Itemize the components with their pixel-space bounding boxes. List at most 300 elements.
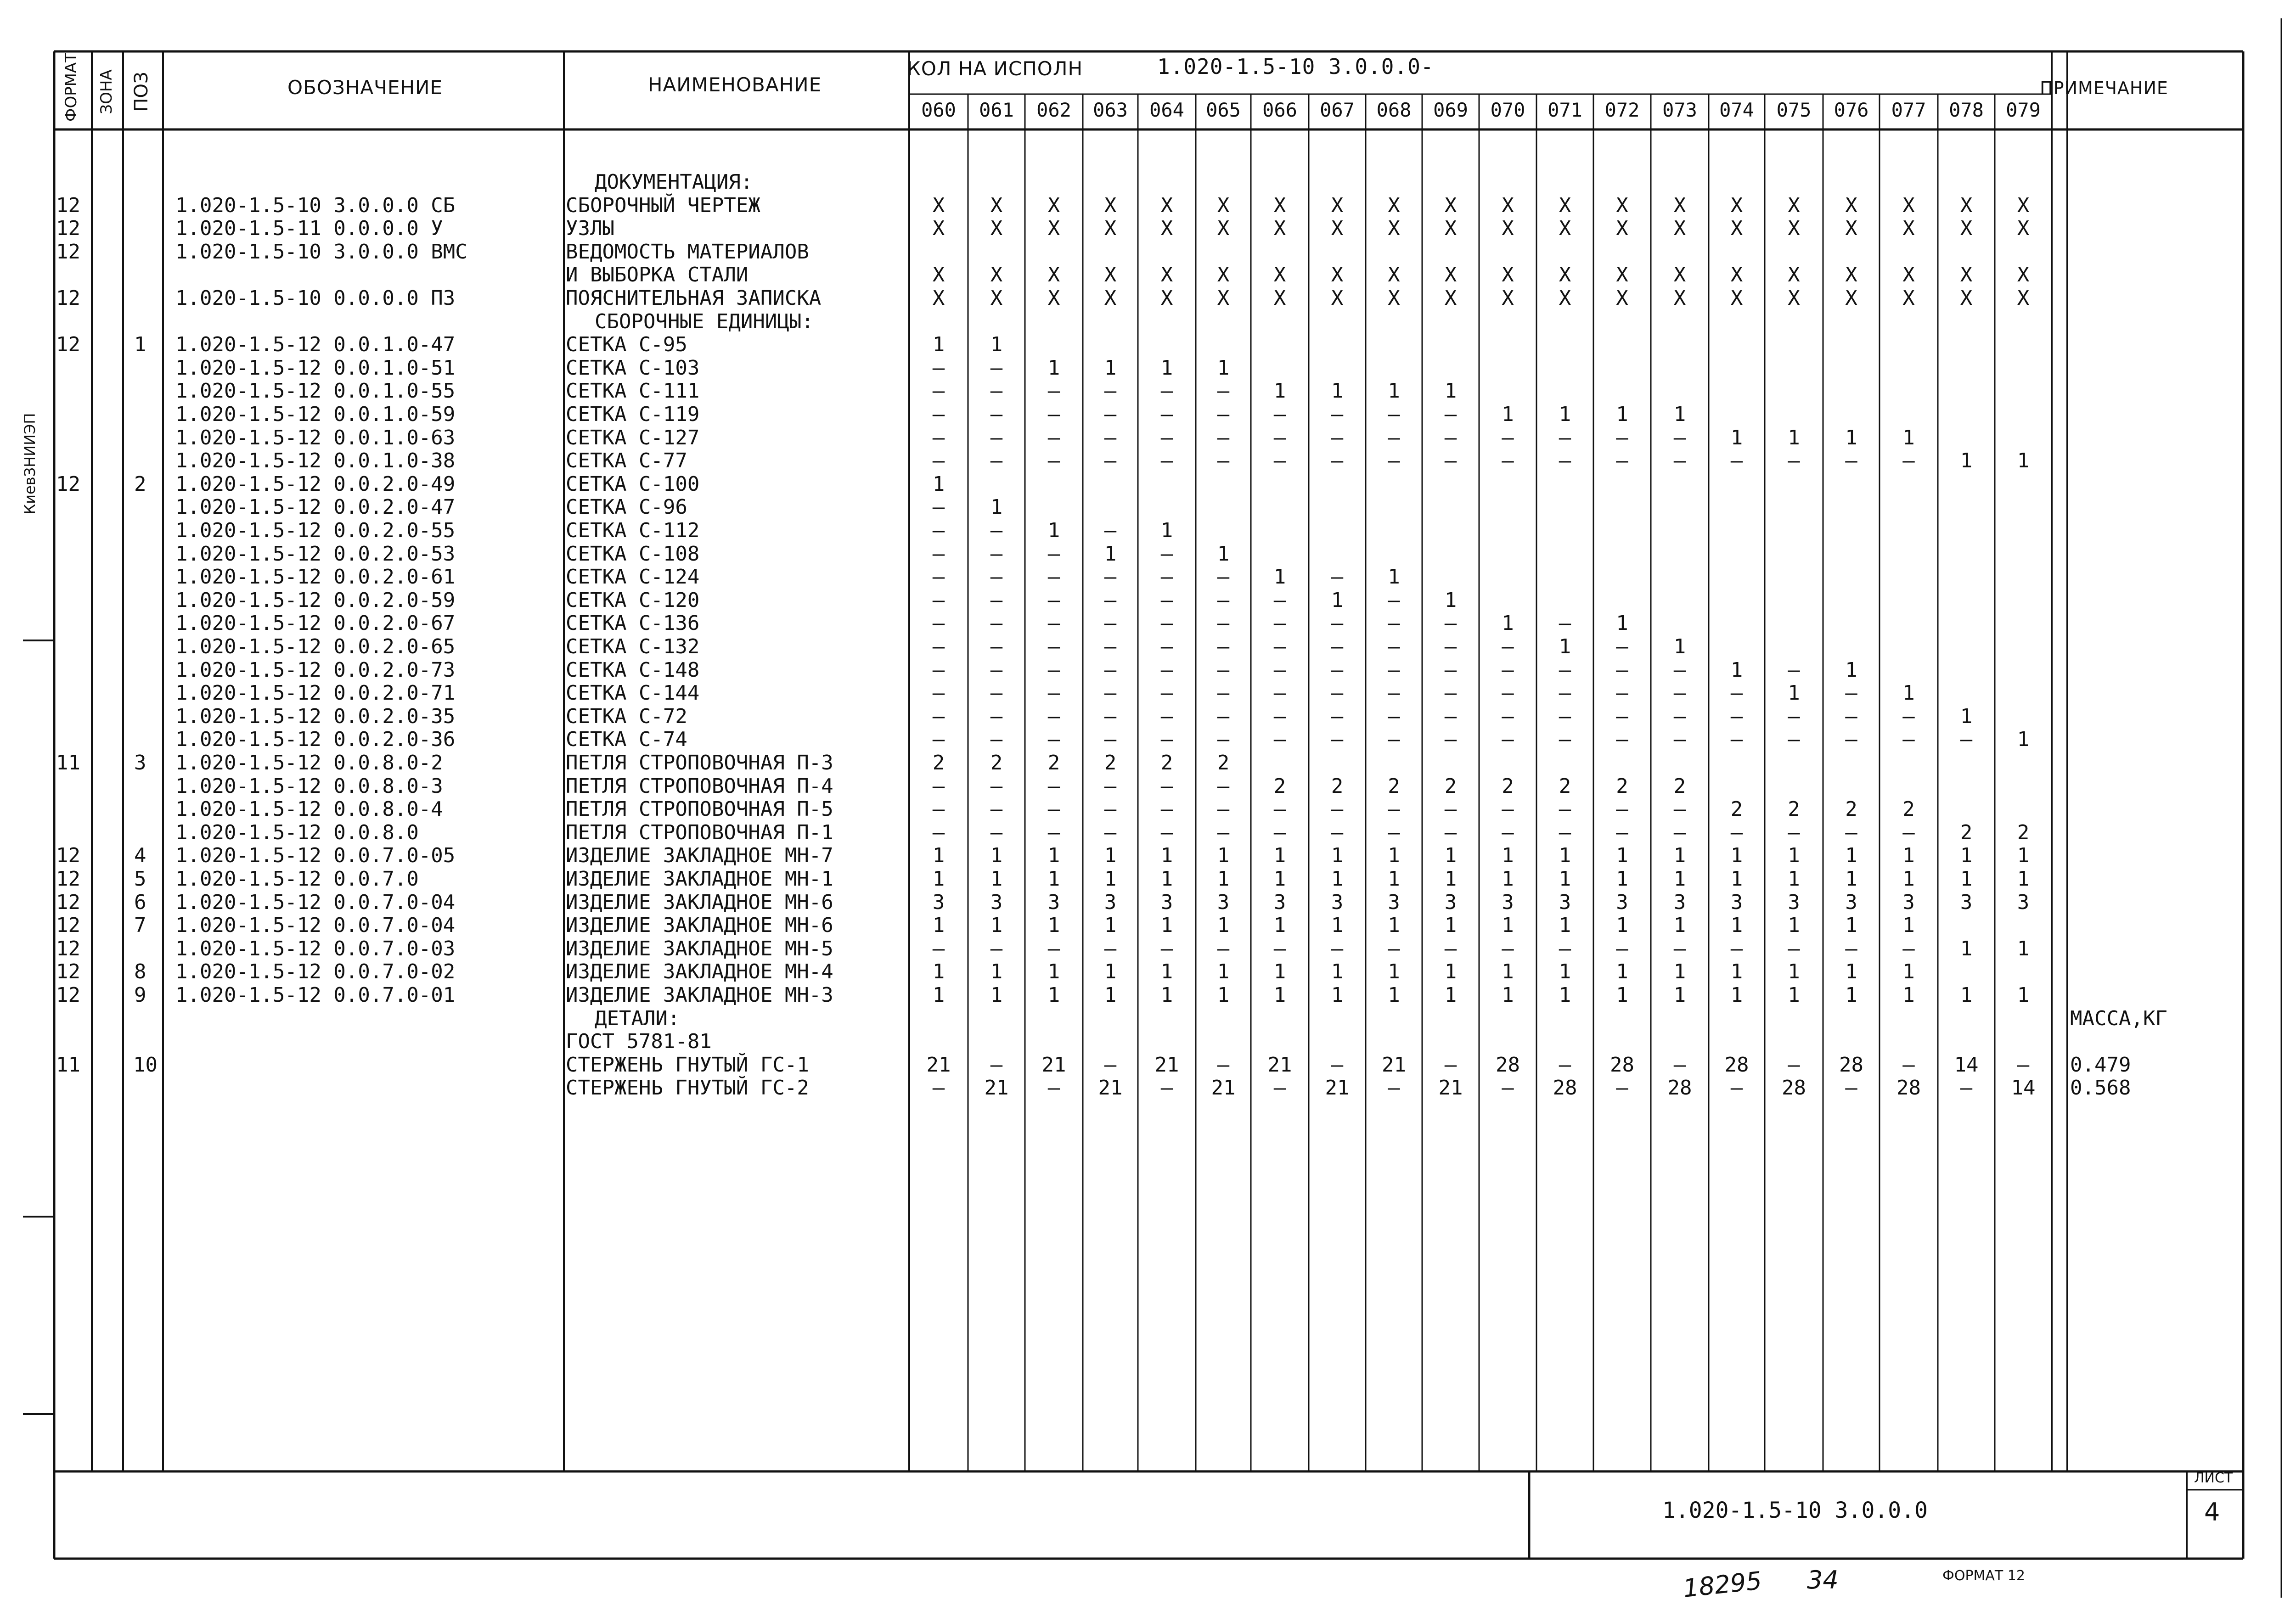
row-designation: 1.020-1.5-12 0.0.1.0-38 — [175, 449, 456, 473]
qty-cell: X — [1160, 286, 1173, 310]
qty-cell: 1 — [1902, 681, 1915, 705]
qty-cell: – — [1845, 704, 1857, 728]
qty-cell: X — [1047, 217, 1060, 241]
qty-cell: 2 — [1444, 774, 1457, 798]
qty-cell: – — [1788, 449, 1800, 473]
qty-cell: X — [1730, 217, 1743, 241]
qty-cell: 2 — [1160, 751, 1173, 774]
qty-cell: – — [990, 1053, 1003, 1077]
handwritten-sheet: 34 — [1807, 1566, 1839, 1594]
row-name: СЕТКА С-72 — [566, 704, 687, 728]
qty-cell: X — [1673, 193, 1686, 217]
row-name: СЕТКА С-136 — [566, 612, 700, 635]
qty-cell: – — [1902, 1053, 1915, 1077]
qty-cell: 21 — [1267, 1053, 1292, 1077]
qty-cell: X — [990, 263, 1003, 287]
qty-cell: X — [1559, 193, 1571, 217]
row-name: СЕТКА С-148 — [566, 658, 700, 682]
qty-cell: – — [1217, 588, 1230, 612]
qty-cell: 1 — [1273, 565, 1286, 589]
qty-cell: – — [1730, 449, 1743, 473]
stamp-sheet-number: 4 — [2204, 1498, 2220, 1526]
qty-cell: X — [1845, 286, 1857, 310]
header-note: ПРИМЕЧАНИЕ — [2040, 78, 2168, 98]
qty-cell: 3 — [2017, 890, 2030, 914]
qty-cell: X — [1047, 263, 1060, 287]
qty-cell: 1 — [1331, 914, 1344, 937]
qty-cell: 1 — [1559, 403, 1571, 426]
qty-cell: – — [1559, 1053, 1571, 1077]
qty-cell: – — [1047, 403, 1060, 426]
qty-cell: 1 — [1902, 426, 1915, 449]
qty-cell: – — [1444, 797, 1457, 821]
qty-cell: 1 — [990, 844, 1003, 868]
qty-cell: 1 — [1388, 379, 1400, 403]
qty-cell: – — [1331, 612, 1344, 635]
row-name: СЕТКА С-112 — [566, 519, 700, 542]
qty-cell: X — [1730, 263, 1743, 287]
qty-cell: 3 — [990, 890, 1003, 914]
qty-cell: 1 — [1616, 914, 1628, 937]
qty-cell: – — [1444, 635, 1457, 658]
qty-cell: – — [1845, 449, 1857, 473]
row-name: СЕТКА С-119 — [566, 403, 700, 426]
qty-cell: – — [1444, 403, 1457, 426]
qty-cell: – — [1104, 426, 1117, 449]
qty-cell: – — [1388, 403, 1400, 426]
qty-cell: 2 — [1788, 797, 1800, 821]
qty-cell: – — [1673, 797, 1686, 821]
qty-cell: – — [1559, 820, 1571, 844]
qty-cell: 3 — [1673, 890, 1686, 914]
qty-cell: 1 — [1444, 379, 1457, 403]
qty-cell: – — [1616, 681, 1628, 705]
qty-cell: 28 — [1782, 1076, 1806, 1100]
qty-cell: – — [990, 565, 1003, 589]
qty-cell: – — [1217, 1053, 1230, 1077]
row-format: 12 — [56, 983, 80, 1007]
qty-cell: 1 — [990, 983, 1003, 1007]
qty-cell: 1 — [1960, 983, 1973, 1007]
qty-cell: 1 — [1104, 844, 1117, 868]
qty-cell: – — [1673, 449, 1686, 473]
qty-cell: X — [1845, 193, 1857, 217]
qty-cell: – — [1502, 1076, 1514, 1100]
qty-cell: – — [1616, 820, 1628, 844]
qty-cell: X — [1160, 217, 1173, 241]
qty-cell: 1 — [1444, 588, 1457, 612]
qty-cell: 3 — [1160, 890, 1173, 914]
variant-header-075: 075 — [1776, 99, 1812, 121]
qty-cell: – — [1331, 937, 1344, 960]
variant-header-063: 063 — [1093, 99, 1128, 121]
row-designation: 1.020-1.5-12 0.0.1.0-47 — [175, 333, 456, 357]
row-position: 2 — [134, 472, 146, 496]
qty-cell: – — [1273, 426, 1286, 449]
row-format: 12 — [56, 844, 80, 868]
qty-cell: – — [1444, 681, 1457, 705]
qty-cell: X — [1902, 217, 1915, 241]
qty-cell: X — [1902, 263, 1915, 287]
qty-cell: X — [1673, 286, 1686, 310]
row-designation: 1.020-1.5-12 0.0.8.0-3 — [175, 774, 443, 798]
qty-cell: – — [990, 519, 1003, 542]
qty-cell: – — [932, 588, 945, 612]
qty-cell: – — [1047, 681, 1060, 705]
qty-cell: 21 — [926, 1053, 951, 1077]
qty-cell: 1 — [1273, 960, 1286, 984]
row-note: МАССА,КГ — [2070, 1006, 2167, 1030]
qty-cell: 1 — [1331, 960, 1344, 984]
qty-cell: 1 — [1559, 635, 1571, 658]
qty-cell: – — [1616, 704, 1628, 728]
qty-cell: X — [1104, 286, 1117, 310]
qty-cell: 1 — [1388, 983, 1400, 1007]
qty-cell: – — [1047, 774, 1060, 798]
qty-cell: X — [1788, 193, 1800, 217]
row-designation: 1.020-1.5-12 0.0.8.0-4 — [175, 797, 443, 821]
qty-cell: – — [932, 774, 945, 798]
qty-cell: 1 — [1960, 937, 1973, 960]
qty-cell: – — [1160, 937, 1173, 960]
qty-cell: 1 — [1845, 960, 1857, 984]
qty-cell: – — [1104, 937, 1117, 960]
qty-cell: – — [1730, 820, 1743, 844]
qty-cell: 1 — [1444, 983, 1457, 1007]
qty-cell: 28 — [1553, 1076, 1577, 1100]
row-designation: 1.020-1.5-12 0.0.2.0-71 — [175, 681, 456, 705]
qty-cell: 1 — [1104, 356, 1117, 380]
qty-cell: X — [1845, 217, 1857, 241]
qty-cell: X — [1616, 193, 1628, 217]
qty-cell: – — [1047, 937, 1060, 960]
qty-cell: 1 — [990, 495, 1003, 519]
qty-cell: – — [990, 403, 1003, 426]
qty-cell: – — [1902, 820, 1915, 844]
qty-cell: – — [1388, 658, 1400, 682]
qty-cell: – — [1902, 937, 1915, 960]
qty-cell: 2 — [1502, 774, 1514, 798]
qty-cell: 21 — [1325, 1076, 1350, 1100]
qty-cell: 21 — [1211, 1076, 1236, 1100]
qty-cell: 1 — [1502, 914, 1514, 937]
row-position: 5 — [134, 867, 146, 891]
row-format: 12 — [56, 867, 80, 891]
qty-cell: – — [1388, 449, 1400, 473]
qty-cell: X — [1559, 217, 1571, 241]
qty-cell: – — [1104, 681, 1117, 705]
qty-cell: – — [1273, 403, 1286, 426]
row-name: СЕТКА С-95 — [566, 333, 687, 357]
qty-cell: – — [1331, 658, 1344, 682]
row-designation: 1.020-1.5-12 0.0.7.0-01 — [175, 983, 456, 1007]
qty-cell: 3 — [1616, 890, 1628, 914]
header-pos: ПОЗ — [131, 72, 152, 112]
qty-cell: 1 — [1730, 844, 1743, 868]
qty-cell: 1 — [1444, 844, 1457, 868]
qty-cell: X — [1388, 193, 1400, 217]
qty-cell: 1 — [2017, 844, 2030, 868]
qty-cell: 1 — [1673, 867, 1686, 891]
qty-cell: – — [1559, 797, 1571, 821]
qty-cell: – — [990, 728, 1003, 752]
qty-cell: X — [1444, 286, 1457, 310]
qty-cell: – — [932, 1076, 945, 1100]
qty-cell: – — [932, 565, 945, 589]
qty-cell: X — [1104, 263, 1117, 287]
qty-cell: – — [1730, 1076, 1743, 1100]
variant-header-074: 074 — [1719, 99, 1754, 121]
row-name: СЕТКА С-132 — [566, 635, 700, 658]
variant-header-062: 062 — [1036, 99, 1071, 121]
qty-cell: – — [932, 379, 945, 403]
qty-cell: 1 — [1845, 914, 1857, 937]
row-designation: 1.020-1.5-12 0.0.7.0-02 — [175, 960, 456, 984]
row-name: СЕТКА С-96 — [566, 495, 687, 519]
qty-cell: – — [1559, 612, 1571, 635]
row-format: 12 — [56, 914, 80, 937]
qty-cell: 1 — [1559, 914, 1571, 937]
qty-cell: – — [990, 426, 1003, 449]
qty-cell: 1 — [1331, 379, 1344, 403]
row-position: 6 — [134, 890, 146, 914]
row-position: 8 — [134, 960, 146, 984]
row-name: СЕТКА С-144 — [566, 681, 700, 705]
qty-cell: 1 — [1730, 914, 1743, 937]
header-designation: ОБОЗНАЧЕНИЕ — [287, 76, 443, 99]
row-designation: 1.020-1.5-10 0.0.0.0 ПЗ — [175, 286, 456, 310]
qty-cell: – — [1444, 728, 1457, 752]
qty-cell: 1 — [1502, 960, 1514, 984]
qty-cell: – — [1160, 774, 1173, 798]
qty-cell: – — [990, 681, 1003, 705]
qty-cell: 1 — [1960, 844, 1973, 868]
qty-cell: X — [1217, 263, 1230, 287]
qty-cell: 1 — [990, 867, 1003, 891]
qty-cell: – — [990, 449, 1003, 473]
row-name: СБОРОЧНЫЕ ЕДИНИЦЫ: — [595, 309, 814, 333]
qty-cell: – — [1502, 704, 1514, 728]
qty-cell: – — [1616, 449, 1628, 473]
qty-cell: – — [1788, 820, 1800, 844]
qty-cell: – — [932, 681, 945, 705]
row-name: СЕТКА С-74 — [566, 728, 687, 752]
row-name: ПЕТЛЯ СТРОПОВОЧНАЯ П-3 — [566, 751, 833, 774]
qty-cell: – — [1047, 426, 1060, 449]
qty-cell: 1 — [1673, 844, 1686, 868]
qty-cell: – — [1217, 704, 1230, 728]
variant-header-060: 060 — [921, 99, 956, 121]
qty-cell: 2 — [1217, 751, 1230, 774]
qty-cell: – — [1960, 728, 1973, 752]
qty-cell: – — [1273, 797, 1286, 821]
row-name: ИЗДЕЛИЕ ЗАКЛАДНОЕ МН-7 — [566, 844, 833, 868]
qty-cell: – — [932, 495, 945, 519]
qty-cell: – — [1160, 820, 1173, 844]
row-designation: 1.020-1.5-12 0.0.1.0-59 — [175, 403, 456, 426]
qty-cell: – — [1273, 635, 1286, 658]
qty-cell: – — [1616, 728, 1628, 752]
qty-cell: X — [1273, 286, 1286, 310]
row-note: 0.479 — [2070, 1053, 2131, 1077]
qty-cell: 3 — [1730, 890, 1743, 914]
qty-cell: 1 — [1160, 867, 1173, 891]
qty-cell: – — [1331, 704, 1344, 728]
qty-cell: X — [1104, 193, 1117, 217]
row-name: ПЕТЛЯ СТРОПОВОЧНАЯ П-5 — [566, 797, 833, 821]
row-name: ИЗДЕЛИЕ ЗАКЛАДНОЕ МН-6 — [566, 890, 833, 914]
qty-cell: X — [1559, 263, 1571, 287]
qty-cell: X — [1502, 263, 1514, 287]
qty-cell: 1 — [1902, 960, 1915, 984]
qty-cell: – — [1160, 403, 1173, 426]
qty-cell: 1 — [1559, 867, 1571, 891]
qty-cell: – — [1047, 797, 1060, 821]
row-name: ИЗДЕЛИЕ ЗАКЛАДНОЕ МН-3 — [566, 983, 833, 1007]
header-format: ФОРМАТ — [62, 53, 80, 122]
row-name: ИЗДЕЛИЕ ЗАКЛАДНОЕ МН-4 — [566, 960, 833, 984]
qty-cell: 28 — [1839, 1053, 1863, 1077]
qty-cell: 1 — [932, 333, 945, 357]
header-qty-prefix: КОЛ НА ИСПОЛН — [907, 57, 1083, 80]
qty-cell: – — [1217, 774, 1230, 798]
qty-cell: 1 — [1559, 844, 1571, 868]
qty-cell: 1 — [1444, 960, 1457, 984]
qty-cell: 2 — [1331, 774, 1344, 798]
qty-cell: – — [1673, 937, 1686, 960]
qty-cell: 1 — [1502, 983, 1514, 1007]
qty-cell: 1 — [1160, 960, 1173, 984]
qty-cell: – — [1502, 937, 1514, 960]
qty-cell: – — [1331, 820, 1344, 844]
qty-cell: – — [1502, 820, 1514, 844]
qty-cell: 21 — [1098, 1076, 1123, 1100]
row-name: ПЕТЛЯ СТРОПОВОЧНАЯ П-4 — [566, 774, 833, 798]
row-designation: 1.020-1.5-12 0.0.2.0-61 — [175, 565, 456, 589]
qty-cell: 28 — [1610, 1053, 1634, 1077]
qty-cell: 1 — [2017, 728, 2030, 752]
qty-cell: – — [1331, 797, 1344, 821]
qty-cell: 1 — [1902, 983, 1915, 1007]
row-name: СБОРОЧНЫЙ ЧЕРТЕЖ — [566, 193, 760, 217]
qty-cell: – — [932, 937, 945, 960]
qty-cell: X — [1730, 286, 1743, 310]
row-format: 12 — [56, 472, 80, 496]
qty-cell: 1 — [1331, 844, 1344, 868]
qty-cell: 1 — [1559, 960, 1571, 984]
qty-cell: 21 — [1382, 1053, 1406, 1077]
qty-cell: – — [1104, 704, 1117, 728]
row-format: 12 — [56, 890, 80, 914]
qty-cell: – — [1673, 658, 1686, 682]
qty-cell: 3 — [1559, 890, 1571, 914]
qty-cell: 21 — [984, 1076, 1009, 1100]
qty-cell: 1 — [1616, 612, 1628, 635]
qty-cell: 2 — [1047, 751, 1060, 774]
qty-cell: – — [1160, 379, 1173, 403]
qty-cell: X — [990, 217, 1003, 241]
qty-cell: – — [990, 774, 1003, 798]
row-note: 0.568 — [2070, 1076, 2131, 1100]
qty-cell: X — [1502, 193, 1514, 217]
qty-cell: 1 — [1444, 867, 1457, 891]
qty-cell: 1 — [1047, 914, 1060, 937]
qty-cell: 2 — [2017, 820, 2030, 844]
qty-cell: – — [1217, 612, 1230, 635]
row-designation: 1.020-1.5-10 3.0.0.0 ВМС — [175, 240, 467, 264]
qty-cell: 3 — [1845, 890, 1857, 914]
qty-cell: – — [1673, 704, 1686, 728]
variant-header-069: 069 — [1433, 99, 1468, 121]
qty-cell: – — [932, 635, 945, 658]
qty-cell: – — [1388, 820, 1400, 844]
qty-cell: – — [1559, 426, 1571, 449]
row-name: СЕТКА С-120 — [566, 588, 700, 612]
qty-cell: – — [1788, 728, 1800, 752]
qty-cell: 2 — [1273, 774, 1286, 798]
qty-cell: – — [990, 658, 1003, 682]
qty-cell: – — [990, 820, 1003, 844]
header-qty-code: 1.020-1.5-10 3.0.0.0- — [1157, 54, 1434, 79]
qty-cell: – — [1047, 820, 1060, 844]
qty-cell: – — [932, 658, 945, 682]
qty-cell: – — [1902, 449, 1915, 473]
row-designation: 1.020-1.5-12 0.0.2.0-59 — [175, 588, 456, 612]
qty-cell: 3 — [1047, 890, 1060, 914]
qty-cell: – — [1673, 728, 1686, 752]
qty-cell: – — [1388, 612, 1400, 635]
qty-cell: 1 — [1388, 914, 1400, 937]
qty-cell: – — [1217, 681, 1230, 705]
qty-cell: 3 — [1902, 890, 1915, 914]
qty-cell: – — [1217, 379, 1230, 403]
qty-cell: X — [1616, 217, 1628, 241]
qty-cell: 1 — [1160, 983, 1173, 1007]
qty-cell: – — [1444, 658, 1457, 682]
qty-cell: – — [1273, 449, 1286, 473]
qty-cell: – — [1388, 635, 1400, 658]
row-position: 1 — [134, 333, 146, 357]
qty-cell: 2 — [1730, 797, 1743, 821]
qty-cell: – — [1730, 704, 1743, 728]
row-designation: 1.020-1.5-12 0.0.7.0-05 — [175, 844, 456, 868]
qty-cell: – — [1502, 426, 1514, 449]
qty-cell: – — [1902, 728, 1915, 752]
qty-cell: – — [1331, 449, 1344, 473]
qty-cell: X — [1388, 263, 1400, 287]
qty-cell: 1 — [1331, 867, 1344, 891]
qty-cell: 1 — [1788, 681, 1800, 705]
qty-cell: – — [1273, 704, 1286, 728]
row-name: СЕТКА С-100 — [566, 472, 700, 496]
qty-cell: 1 — [1047, 356, 1060, 380]
qty-cell: – — [1217, 565, 1230, 589]
qty-cell: 1 — [1273, 983, 1286, 1007]
qty-cell: 1 — [1730, 426, 1743, 449]
row-name: ДЕТАЛИ: — [595, 1006, 680, 1030]
qty-cell: – — [1388, 588, 1400, 612]
qty-cell: – — [1388, 728, 1400, 752]
qty-cell: X — [1273, 263, 1286, 287]
qty-cell: – — [1960, 1076, 1973, 1100]
row-designation: 1.020-1.5-12 0.0.7.0-03 — [175, 937, 456, 960]
row-name: СТЕРЖЕНЬ ГНУТЫЙ ГС-2 — [566, 1076, 809, 1100]
qty-cell: 1 — [1502, 403, 1514, 426]
qty-cell: – — [1331, 681, 1344, 705]
qty-cell: – — [1331, 728, 1344, 752]
qty-cell: – — [1788, 1053, 1800, 1077]
qty-cell: – — [990, 542, 1003, 566]
